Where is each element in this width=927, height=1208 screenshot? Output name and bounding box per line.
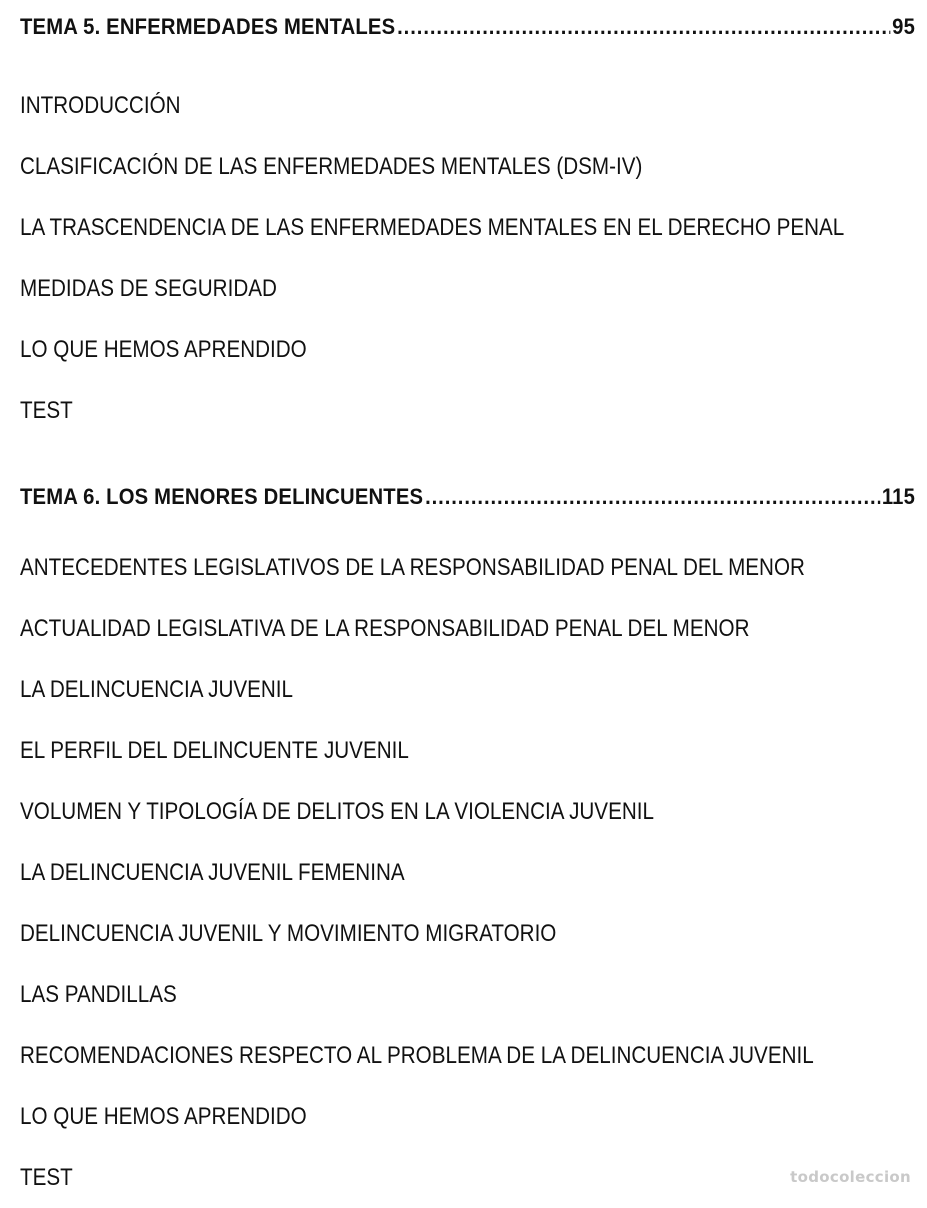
toc-section-tema-5: [20, 14, 915, 441]
section-title: TEMA 6. LOS MENORES DELINCUENTES: [20, 484, 424, 509]
toc-entry: LA DELINCUENCIA JUVENIL: [20, 676, 293, 703]
toc-entry: EL PERFIL DEL DELINCUENTE JUVENIL: [20, 737, 409, 764]
toc-entry: ANTECEDENTES LEGISLATIVOS DE LA RESPONSABILIDAD PENAL DEL MENOR: [20, 554, 805, 581]
toc-heading: [20, 14, 915, 50]
toc-entry: LO QUE HEMOS APRENDIDO: [20, 336, 307, 363]
toc-entry: ACTUALIDAD LEGISLATIVA DE LA RESPONSABILIDAD PENAL DEL MENOR: [20, 615, 750, 642]
toc-entry: CLASIFICACIÓN DE LAS ENFERMEDADES MENTALES (DSM-IV): [20, 153, 643, 180]
toc-entry: INTRODUCCIÓN: [20, 92, 181, 119]
toc-heading: [20, 484, 915, 520]
dot-leader: [425, 484, 880, 510]
toc-entry: DELINCUENCIA JUVENIL Y MOVIMIENTO MIGRATORIO: [20, 920, 557, 947]
toc-entry: LA DELINCUENCIA JUVENIL FEMENINA: [20, 859, 405, 886]
page-number: 115: [881, 484, 916, 509]
toc-entry: MEDIDAS DE SEGURIDAD: [20, 275, 277, 302]
section-title: TEMA 5. ENFERMEDADES MENTALES: [20, 14, 396, 39]
toc-entry: RECOMENDACIONES RESPECTO AL PROBLEMA DE LA DELINCUENCIA JUVENIL: [20, 1042, 814, 1069]
toc-entry: VOLUMEN Y TIPOLOGÍA DE DELITOS EN LA VIOLENCIA JUVENIL: [20, 798, 654, 825]
toc-section-tema-6: [20, 484, 915, 1208]
dot-leader: [397, 14, 890, 40]
toc-entry-list: [20, 75, 915, 441]
watermark: todocoleccion: [790, 1168, 911, 1186]
toc-entry: LAS PANDILLAS: [20, 981, 177, 1008]
toc-entry: LA TRASCENDENCIA DE LAS ENFERMEDADES MENTALES EN EL DERECHO PENAL: [20, 214, 845, 241]
toc-entry: LO QUE HEMOS APRENDIDO: [20, 1103, 307, 1130]
toc-entry-list: [20, 537, 915, 1208]
toc-entry: TEST: [20, 1164, 73, 1191]
page-number: 95: [892, 14, 916, 39]
toc-entry: TEST: [20, 397, 73, 424]
